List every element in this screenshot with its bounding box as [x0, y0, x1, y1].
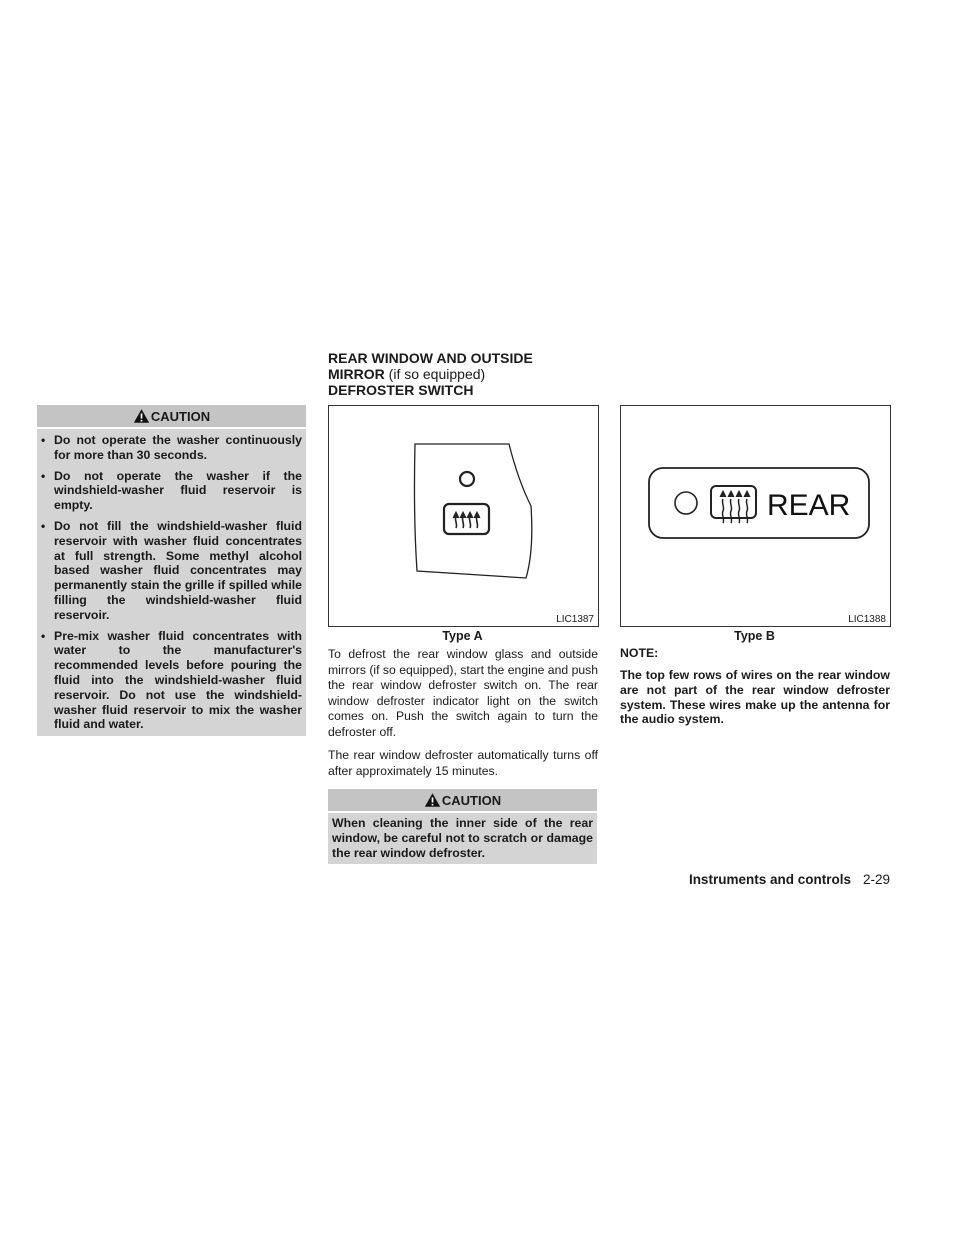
note-label: NOTE: [620, 646, 659, 660]
caution-header [328, 789, 597, 813]
footer-section-title: Instruments and controls [688, 872, 851, 887]
body-paragraph: To defrost the rear window glass and outside mirrors (if so equipped), start the engine and push the rear window defroster switch on. The rear window defroster indicator light on the switch comes on. Push the switch again to turn the defroster off. [328, 647, 598, 739]
page-footer [689, 872, 890, 887]
bullet-icon: • [41, 433, 46, 447]
warning-triangle-icon [133, 408, 150, 424]
caution-title: CAUTION [441, 792, 502, 808]
caution-title: CAUTION [150, 408, 211, 424]
figure-caption: Type B [734, 629, 775, 643]
defroster-switch-type-a-illustration [329, 406, 598, 626]
figure-code: LIC1388 [848, 614, 886, 625]
indicator-light-icon [460, 472, 474, 486]
note-text: The top few rows of wires on the rear window are not part of the rear window defroster system. These wires make up the antenna for the audio system. [620, 668, 890, 727]
caution-item: • Pre-mix washer fluid concentrates with water to the manufacturer's recommended levels before pouring the fluid into the windshield-washer fluid reservoir. Do not use the windshield-washer fluid reservoir to mix the washer fluid and water. [41, 628, 302, 732]
figure-code: LIC1387 [556, 614, 594, 625]
bullet-icon: • [41, 468, 46, 483]
defroster-switch-type-b-illustration [621, 406, 890, 626]
indicator-light-icon [675, 492, 697, 514]
rear-defroster-icon [444, 504, 489, 534]
rear-switch-label: REAR [767, 489, 851, 522]
bullet-icon: • [41, 518, 46, 533]
figure-type-a [328, 405, 599, 627]
rear-defroster-icon [711, 486, 756, 518]
caution-item: • Do not operate the washer if the windshield-washer fluid reservoir is empty. [41, 468, 302, 513]
caution-box-washer [37, 405, 306, 736]
caution-item: • Do not operate the washer continuously for more than 30 seconds. [41, 433, 302, 462]
bullet-icon: • [41, 628, 46, 643]
caution-box-defroster [328, 789, 597, 864]
section-heading: REAR WINDOW AND OUTSIDE MIRROR (if so equipped) DEFROSTER SWITCH [328, 350, 533, 398]
figure-type-b [620, 405, 891, 627]
page-number: 2-29 [862, 872, 890, 887]
caution-header [37, 405, 306, 429]
figure-caption: Type A [442, 629, 483, 643]
caution-text: When cleaning the inner side of the rear window, be careful not to scratch or damage the rear window defroster. [332, 816, 593, 860]
caution-item: • Do not fill the windshield-washer fluid reservoir with washer fluid concentrates at full strength. Some methyl alcohol based washer fluid concentrates may permanently stain the grille if spilled while filling the windshield-washer fluid reservoir. [41, 518, 302, 622]
warning-triangle-icon [424, 792, 441, 808]
body-paragraph: The rear window defroster automatically turns off after approximately 15 minutes. [328, 748, 598, 778]
caution-list [37, 429, 306, 742]
